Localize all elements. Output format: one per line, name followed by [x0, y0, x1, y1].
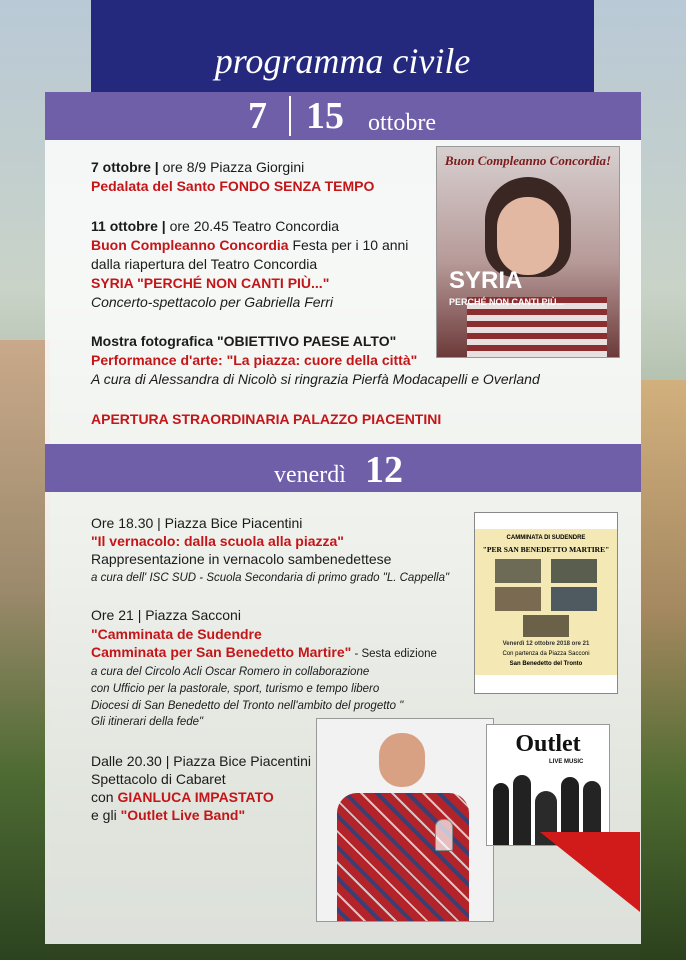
wine-glass — [435, 819, 453, 851]
poster2-photo-4 — [551, 587, 597, 611]
event-cabaret-band: e gli "Outlet Live Band" — [91, 807, 246, 823]
band-member-2 — [513, 775, 531, 845]
poster2-start: Con partenza da Piazza Sacconi — [502, 651, 590, 657]
event-palazzo-title: APERTURA STRAORDINARIA PALAZZO PIACENTINI — [91, 411, 442, 427]
comedian-head — [379, 733, 425, 787]
poster-subtitle: PERCHÉ NON CANTI PIÙ... — [449, 297, 565, 307]
event-concordia-date: 11 ottobre | ore 20.45 Teatro Concordia — [91, 218, 340, 234]
page-title: programma civile — [214, 41, 471, 81]
camminata-poster — [474, 512, 618, 694]
poster2-date: Venerdì 12 ottobre 2018 ore 21 — [502, 641, 590, 647]
event-syria-title: SYRIA "PERCHÉ NON CANTI PIÙ..." — [91, 275, 330, 291]
poster2-photo-1 — [495, 559, 541, 583]
event-concordia-title: Buon Compleanno Concordia Festa per i 10 anni — [91, 237, 409, 253]
band-weekday: venerdì — [274, 462, 346, 488]
event-pedalata-title: Pedalata del Santo FONDO SENZA TEMPO — [91, 178, 375, 194]
poster2-photo-5 — [523, 615, 569, 637]
poster2-sponsor-strip — [475, 675, 617, 693]
event-camminata-time: Ore 21 | Piazza Sacconi — [91, 607, 241, 623]
poster2-place: San Benedetto del Tronto — [509, 661, 583, 667]
poster-name: SYRIA — [449, 267, 523, 294]
event-camminata-line4: con Ufficio per la pastorale, sport, turismo e tempo libero — [91, 683, 380, 695]
date-month: ottobre — [368, 110, 436, 136]
poster-header: Buon Compleanno Concordia! — [444, 153, 612, 168]
event-cabaret-artist: con GIANLUCA IMPASTATO — [91, 789, 274, 805]
comedian-photo — [316, 718, 494, 922]
red-corner-triangle — [540, 832, 640, 912]
event-vernacolo-title: "Il vernacolo: dalla scuola alla piazza" — [91, 533, 344, 549]
outlet-logo: Outlet — [515, 731, 581, 757]
event-mostra-title: Mostra fotografica "OBIETTIVO PAESE ALTO" — [91, 333, 397, 349]
event-vernacolo-time: Ore 18.30 | Piazza Bice Piacentini — [91, 515, 303, 531]
band-day-12: 12 — [365, 449, 403, 491]
event-camminata-title: "Camminata de Sudendre — [91, 626, 262, 642]
poster2-logo-strip — [475, 513, 617, 529]
event-vernacolo-desc: Rappresentazione in vernacolo sambenedettese — [91, 551, 392, 567]
poster2-title: "PER SAN BENEDETTO MARTIRE" — [482, 545, 610, 554]
event-syria-desc: Concerto-spettacolo per Gabriella Ferri — [91, 294, 333, 310]
event-pedalata-date: 7 ottobre | ore 8/9 Piazza Giorgini — [91, 159, 305, 175]
event-cabaret-desc: Spettacolo di Cabaret — [91, 771, 226, 787]
portrait-face — [497, 197, 559, 275]
event-camminata-line3: a cura del Circolo Acli Oscar Romero in collaborazione — [91, 666, 370, 678]
poster2-photo-3 — [495, 587, 541, 611]
event-camminata-line5: Diocesi di San Benedetto del Tronto nell'ambito del progetto " — [91, 700, 404, 712]
background-left — [0, 340, 50, 960]
event-mostra-credits: A cura di Alessandra di Nicolò si ringrazia Pierfà Modacapelli e Overland — [91, 371, 540, 387]
event-vernacolo-credits: a cura dell' ISC SUD - Scuola Secondaria di primo grado "L. Cappella" — [91, 572, 450, 584]
date-day-15: 15 — [306, 95, 344, 137]
background-right — [640, 380, 686, 960]
syria-poster — [436, 146, 620, 358]
date-day-7: 7 — [248, 95, 267, 137]
event-camminata-line6: Gli itinerari della fede" — [91, 716, 204, 728]
outlet-band-photo — [486, 724, 610, 846]
event-concordia-line2: dalla riapertura del Teatro Concordia — [91, 256, 318, 272]
comedian-jacket — [337, 793, 469, 922]
event-cabaret-time: Dalle 20.30 | Piazza Bice Piacentini — [91, 753, 311, 769]
poster2-photo-2 — [551, 559, 597, 583]
poster2-header: CAMMINATA DI SUDENDRE — [506, 535, 586, 541]
event-camminata-title2: Camminata per San Benedetto Martire" - Sesta edizione — [91, 644, 437, 660]
band-member-1 — [493, 783, 509, 845]
date-separator — [289, 96, 291, 136]
event-performance-title: Performance d'arte: "La piazza: cuore della città" — [91, 352, 418, 368]
outlet-logo-sub: LIVE MUSIC — [549, 759, 584, 765]
